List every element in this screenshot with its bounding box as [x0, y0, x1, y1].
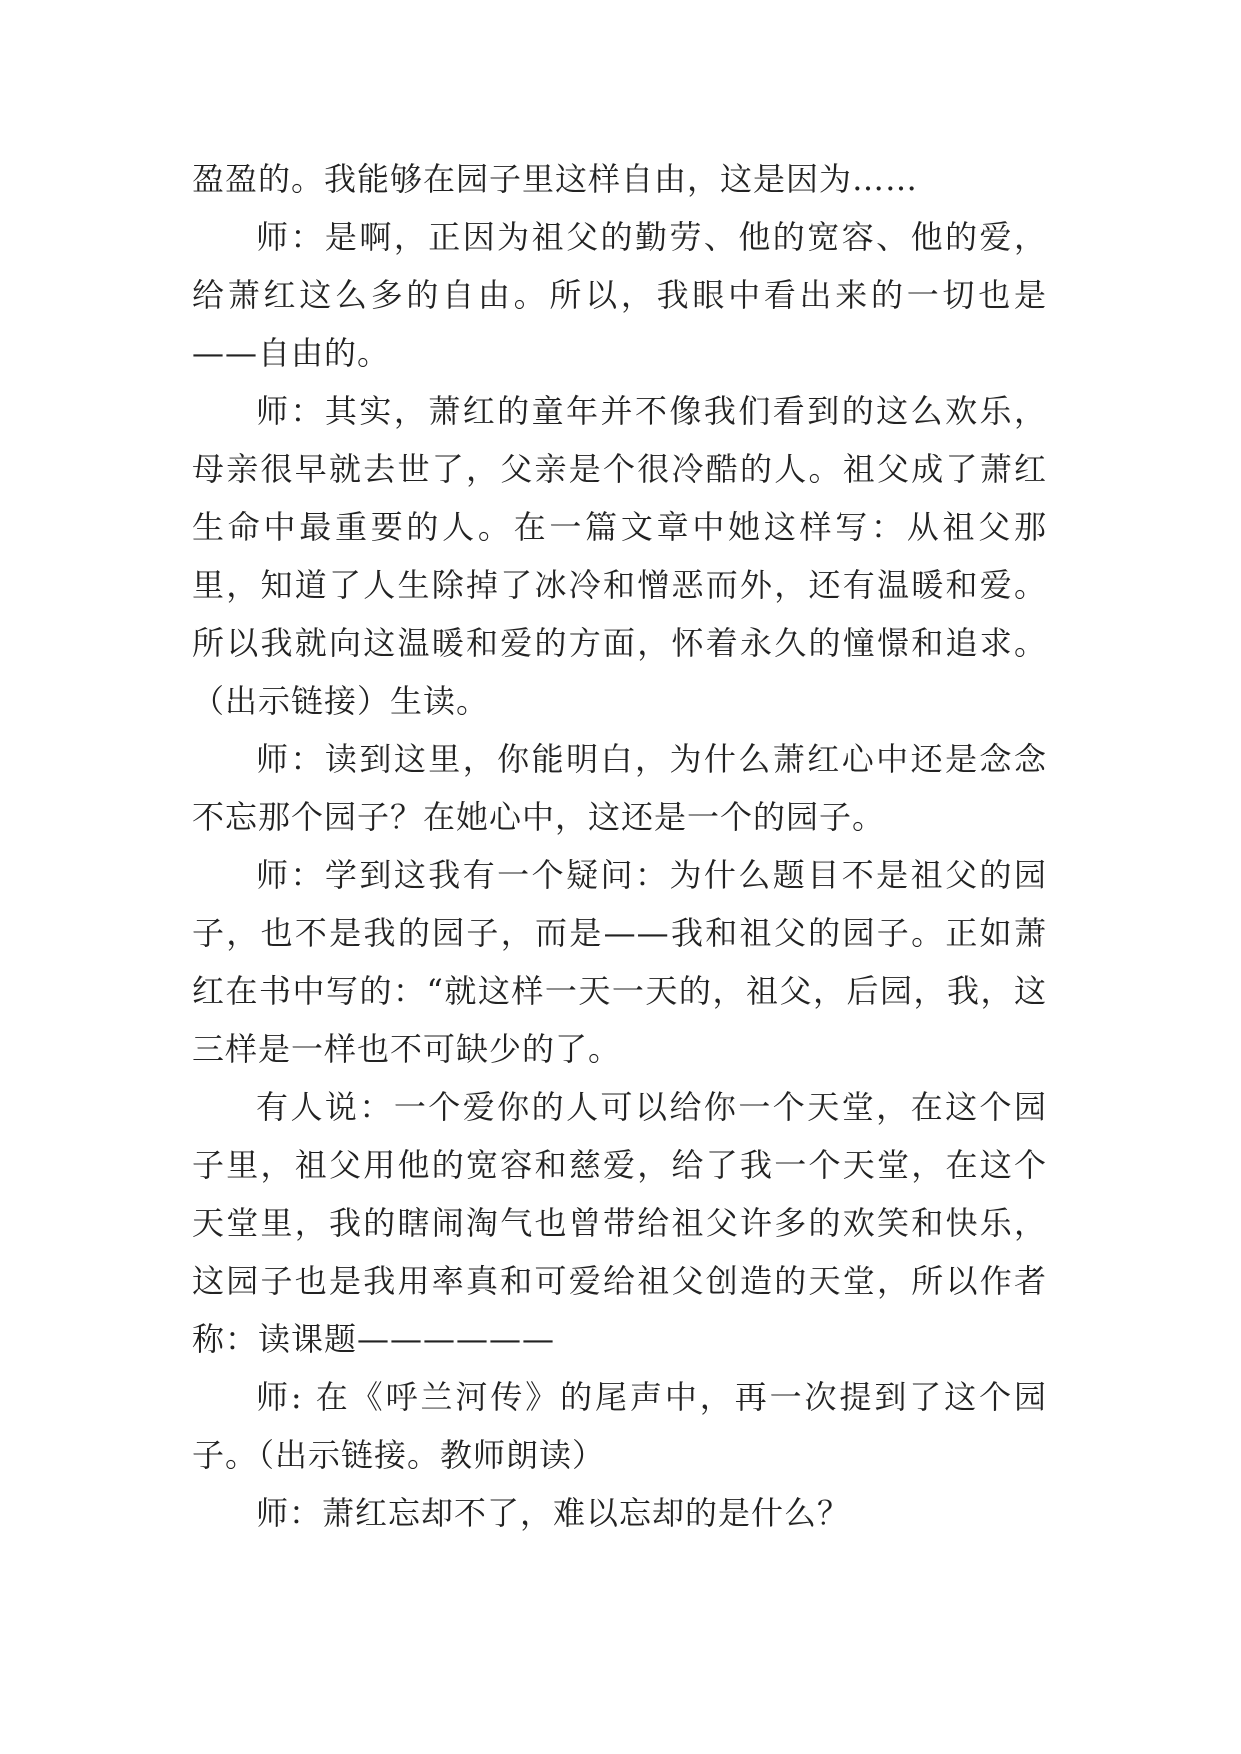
- paragraph-2: 师：是啊，正因为祖父的勤劳、他的宽容、他的爱，给萧红这么多的自由。所以，我眼中看出来的一切也是——自由的。: [192, 218, 1047, 372]
- paragraph-7: 师: 在《呼兰河传》的尾声中，再一次提到了这个园子。（出示链接。教师朗读）: [192, 1378, 1047, 1474]
- paragraph-6: 有人说：一个爱你的人可以给你一个天堂，在这个园子里，祖父用他的宽容和慈爱，给了我一个天堂，在这个天堂里，我的瞎闹淘气也曾带给祖父许多的欢笑和快乐，这园子也是我用率真和可爱给祖父创造的天堂，所以作者称：读课题——————: [192, 1088, 1047, 1358]
- document-page: [192, 150, 1047, 1542]
- paragraph-4: 师：读到这里，你能明白，为什么萧红心中还是念念不忘那个园子？在她心中，这还是一个的园子。: [192, 740, 1047, 836]
- paragraph-5: 师：学到这我有一个疑问：为什么题目不是祖父的园子，也不是我的园子，而是——我和祖父的园子。正如萧红在书中写的：“就这样一天一天的，祖父，后园，我，这三样是一样也不可缺少的了。: [192, 856, 1047, 1068]
- paragraph-8: 师：萧红忘却不了，难以忘却的是什么？: [256, 1494, 851, 1532]
- paragraph-3: 师：其实，萧红的童年并不像我们看到的这么欢乐，母亲很早就去世了，父亲是个很冷酷的人。祖父成了萧红生命中最重要的人。在一篇文章中她这样写：从祖父那里，知道了人生除掉了冰冷和憎恶而外，还有温暖和爱。所以我就向这温暖和爱的方面，怀着永久的憧憬和追求。（出示链接）生读。: [192, 392, 1047, 720]
- paragraph-1: 盈盈的。我能够在园子里这样自由，这是因为……: [192, 160, 919, 198]
